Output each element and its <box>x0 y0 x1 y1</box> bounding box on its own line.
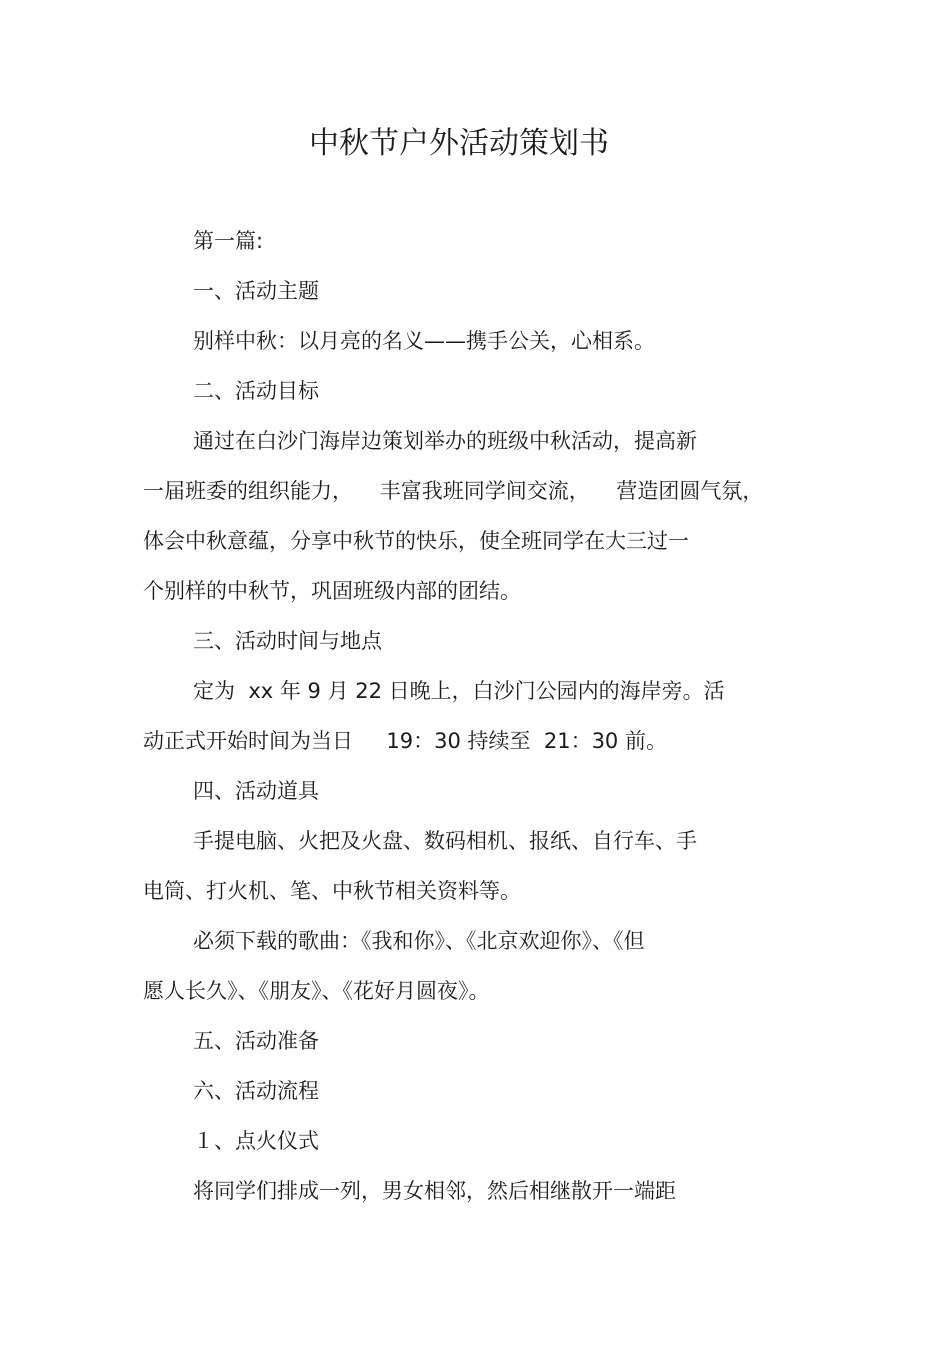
heading-props: 四、活动道具 <box>193 779 319 803</box>
paragraph-props-line-2: 电筒、打火机、笔、中秋节相关资料等。 <box>143 879 521 903</box>
subheading-lighting-ceremony: １、点火仪式 <box>193 1129 319 1153</box>
heading-process: 六、活动流程 <box>193 1079 319 1103</box>
paragraph-goal-line-4: 个别样的中秋节，巩固班级内部的团结。 <box>143 579 521 603</box>
paragraph-time-line-1: 定为 xx 年 9 月 22 日晚上，白沙门公园内的海岸旁。活 <box>193 679 725 703</box>
paragraph-goal-line-2: 一届班委的组织能力， 丰富我班同学间交流， 营造团圆气氛， <box>143 479 764 503</box>
paragraph-props-line-1: 手提电脑、火把及火盘、数码相机、报纸、自行车、手 <box>193 829 697 853</box>
paragraph-songs-line-1: 必须下载的歌曲：《我和你》、《北京欢迎你》、《但 <box>193 929 645 953</box>
heading-activity-goal: 二、活动目标 <box>193 379 319 403</box>
paragraph-lighting-line-1: 将同学们排成一列，男女相邻，然后相继散开一端距 <box>193 1179 676 1203</box>
section-label: 第一篇: <box>193 229 264 253</box>
document-title: 中秋节户外活动策划书 <box>309 126 609 161</box>
heading-time-place: 三、活动时间与地点 <box>193 629 382 653</box>
paragraph-goal-line-3: 体会中秋意蕴，分享中秋节的快乐，使全班同学在大三过一 <box>143 529 689 553</box>
heading-activity-theme: 一、活动主题 <box>193 279 319 303</box>
heading-preparation: 五、活动准备 <box>193 1029 319 1053</box>
paragraph-goal-line-1: 通过在白沙门海岸边策划举办的班级中秋活动，提高新 <box>193 429 697 453</box>
paragraph-songs-line-2: 愿人长久》、《朋友》、《花好月圆夜》。 <box>143 979 490 1003</box>
paragraph-theme: 别样中秋：以月亮的名义——携手公关，心相系。 <box>193 329 655 353</box>
paragraph-time-line-2: 动正式开始时间为当日 19：30 持续至 21：30 前。 <box>143 729 667 753</box>
